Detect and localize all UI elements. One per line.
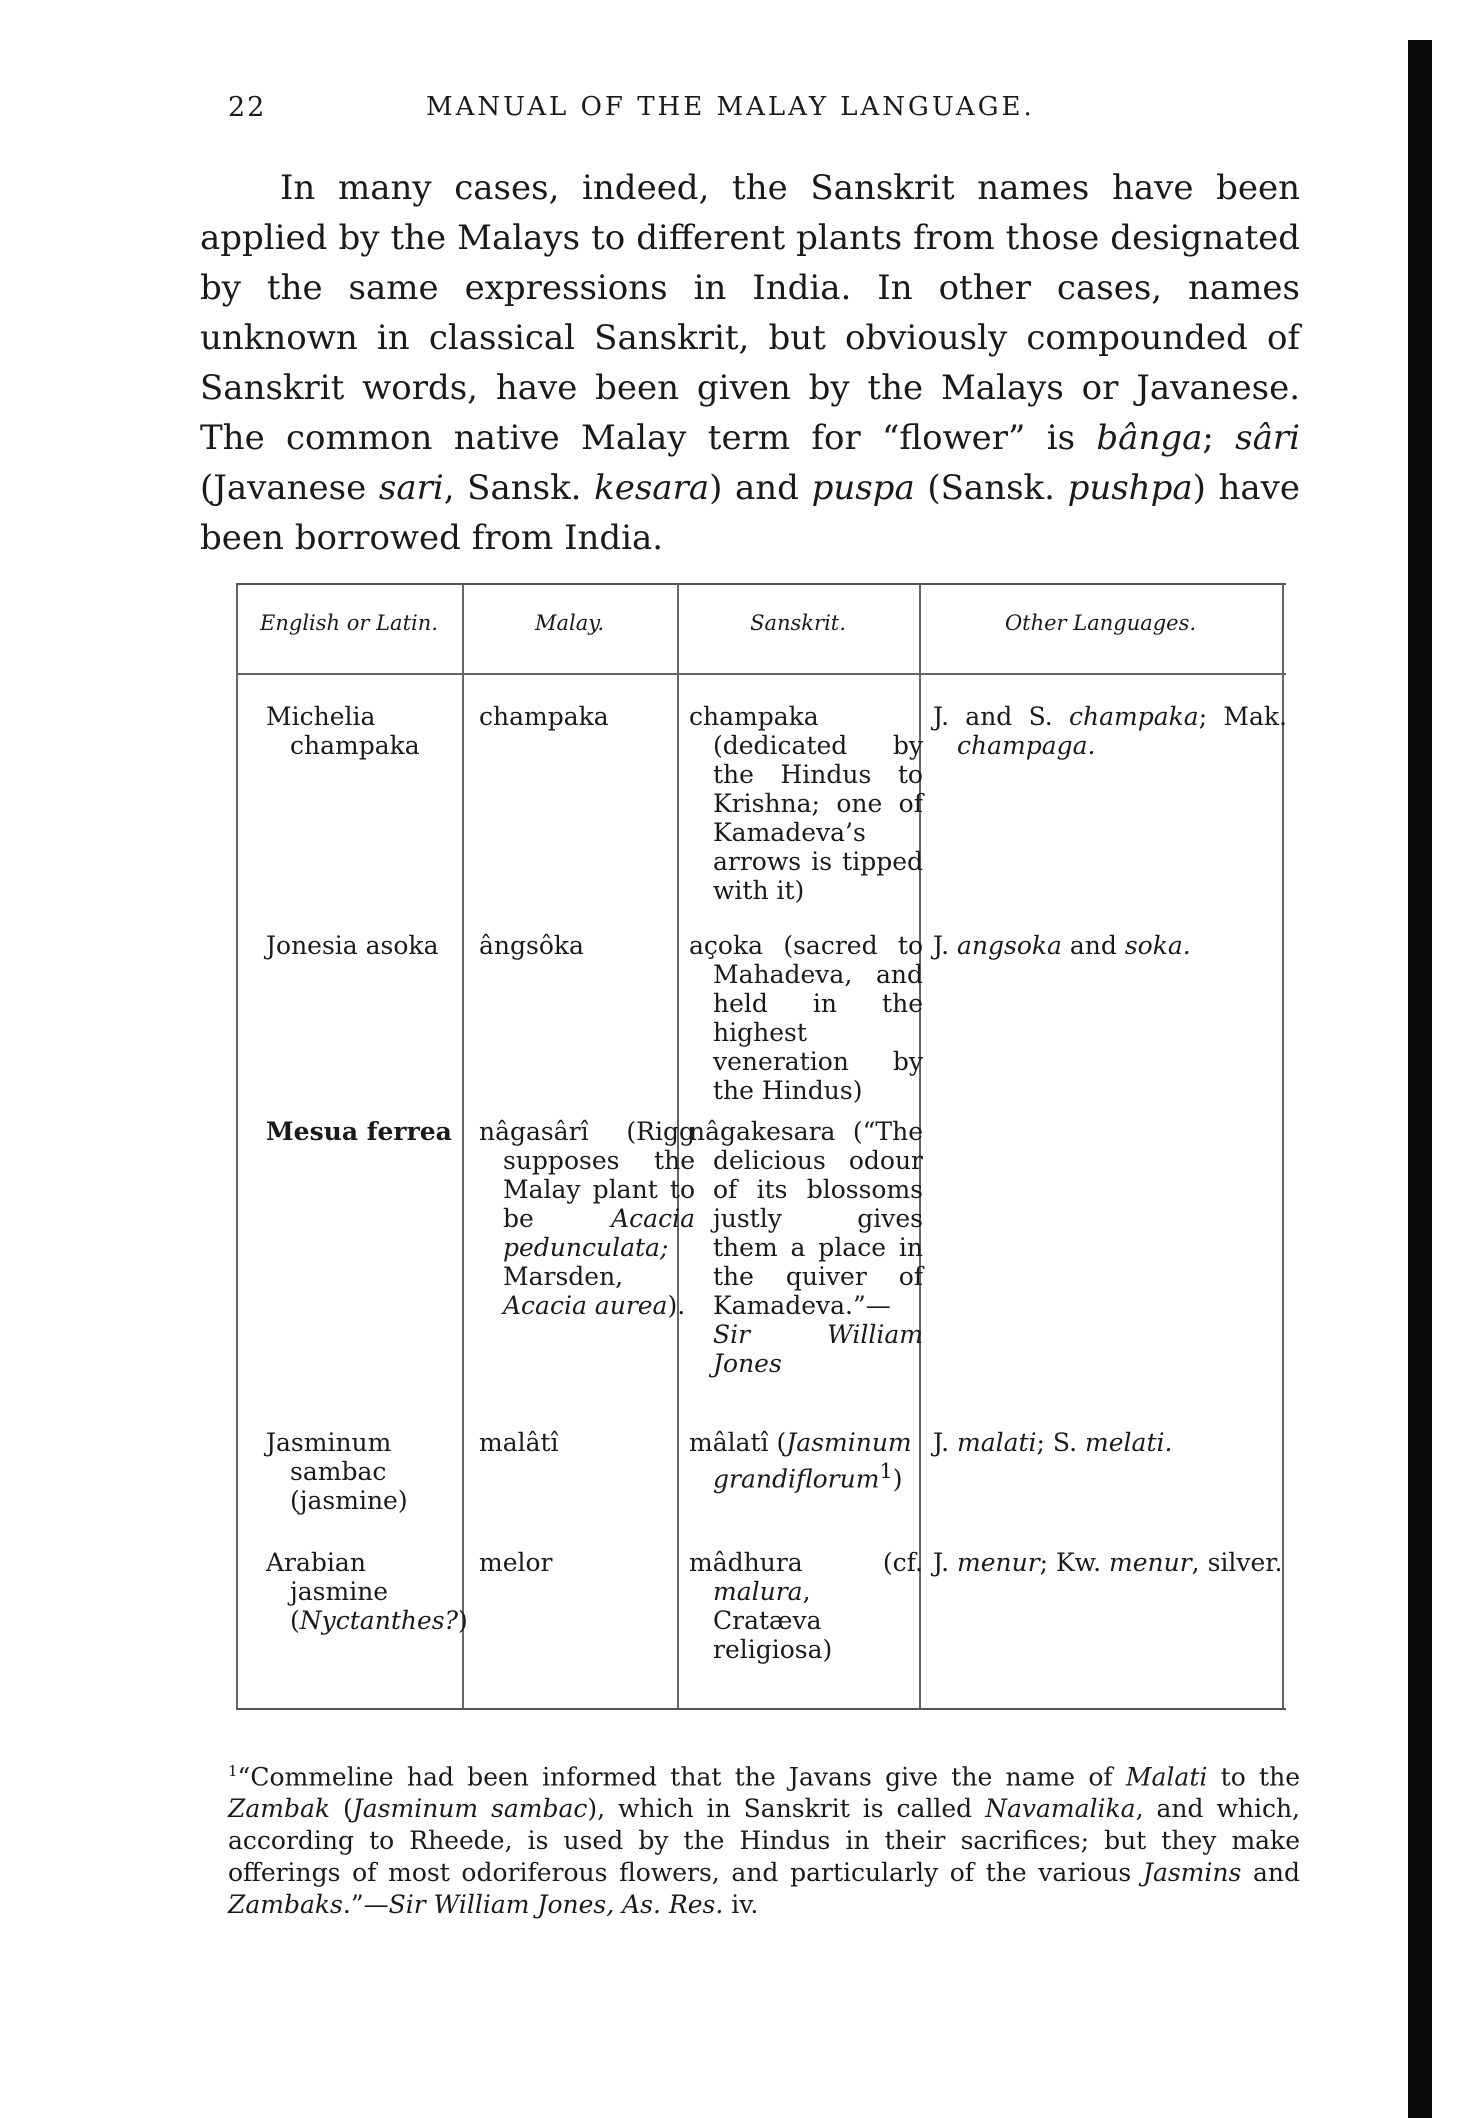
- table-cell-other: J. and S. champaka; Mak. champaga.: [933, 702, 1288, 760]
- footnote-author: Sir William Jones, As. Res.: [388, 1890, 724, 1920]
- table-cell-sanskrit: nâgakesara (“The delicious odour of its blossoms justly gives them a place in the quiver of Kamadeva.”—Sir William Jones: [689, 1117, 923, 1378]
- table-cell-english: Jonesia asoka: [266, 931, 439, 960]
- table-cell-other: J. angsoka and soka.: [933, 931, 1191, 960]
- page-edge-bar: [1408, 40, 1432, 2118]
- term-puspa: puspa: [811, 468, 915, 508]
- table-cell-malay: nâgasârî (Rigg supposes the Malay plant to be Acacia pedunculata; Marsden, Acacia aurea).: [479, 1117, 695, 1320]
- intro-paragraph: [200, 163, 1300, 563]
- running-title: MANUAL OF THE MALAY LANGUAGE.: [426, 92, 1035, 122]
- column-header-malay: Malay.: [534, 611, 604, 635]
- table-cell-sanskrit: açoka (sacred to Mahadeva, and held in the highest veneration by the Hindus): [689, 931, 923, 1105]
- page-header: [228, 92, 1308, 126]
- table-cell-english: Mesua ferrea: [266, 1117, 452, 1146]
- intro-text: , Sansk.: [443, 468, 595, 508]
- plant-names-table: [236, 583, 1286, 1710]
- intro-text: ) have been borrowed from India.: [200, 468, 1301, 558]
- table-cell-english: Jasminum sambac (jasmine): [266, 1428, 408, 1515]
- table-cell-other: J. menur; Kw. menur, silver.: [933, 1548, 1283, 1577]
- term-pushpa: pushpa: [1067, 468, 1193, 508]
- term-sari: sâri: [1235, 418, 1301, 458]
- footnote-mark: 1: [228, 1762, 238, 1780]
- table-cell-sanskrit: champaka (dedicated by the Hindus to Krishna; one of Kamadeva’s arrows is tipped with it): [689, 702, 923, 905]
- table-cell-malay: melor: [479, 1548, 553, 1577]
- intro-text: ) and: [709, 468, 812, 508]
- header-rule: [236, 673, 1286, 675]
- column-header-english: English or Latin.: [260, 611, 438, 635]
- term-kesara: kesara: [594, 468, 710, 508]
- table-cell-malay: malâtî: [479, 1428, 559, 1457]
- column-header-other: Other Languages.: [1004, 611, 1197, 635]
- intro-text: (Sansk.: [914, 468, 1068, 508]
- table-cell-other: J. malati; S. melati.: [933, 1428, 1173, 1457]
- page-number: 22: [228, 92, 267, 123]
- table-cell-english: Michelia champaka: [266, 702, 420, 760]
- intro-text: (Javanese: [200, 468, 379, 508]
- footnote: $^1$“Commeline had been informed that the Javans give the name of Malati to the Zambak (Jasminum sambac), which in Sanskrit is called Navamalika, and which, according to Rheede, is used by the Hindus in their sacrifices; but they make offerings of most odoriferous flowers, and particularly of the various Jasmins and Zambaks.”—Sir William Jones, As. Res. iv.: [228, 1762, 1300, 1920]
- term-bunga: bânga: [1096, 418, 1203, 458]
- intro-text: In many cases, indeed, the Sanskrit names have been applied by the Malays to different plants from those designated by the same expressions in India. In other cases, names unknown in classical Sanskrit, but obviously compounded of Sanskrit words, have been given by the Malays or Javanese. The common native Malay term for “flower” is: [200, 168, 1300, 458]
- table-cell-malay: champaka: [479, 702, 609, 731]
- table-cell-malay: ângsôka: [479, 931, 584, 960]
- table-cell-english: Arabian jasmine (Nyctanthes?): [266, 1548, 468, 1635]
- table-cell-sanskrit: mâdhura (cf. malura, Cratæva religiosa): [689, 1548, 923, 1664]
- column-header-sanskrit: Sanskrit.: [750, 611, 846, 635]
- intro-text: ;: [1202, 418, 1236, 458]
- table-cell-sanskrit: mâlatî (Jasminum grandiflorum$^1$): [689, 1428, 912, 1494]
- term-sari-javanese: sari: [378, 468, 444, 508]
- table-rule: [236, 585, 238, 1708]
